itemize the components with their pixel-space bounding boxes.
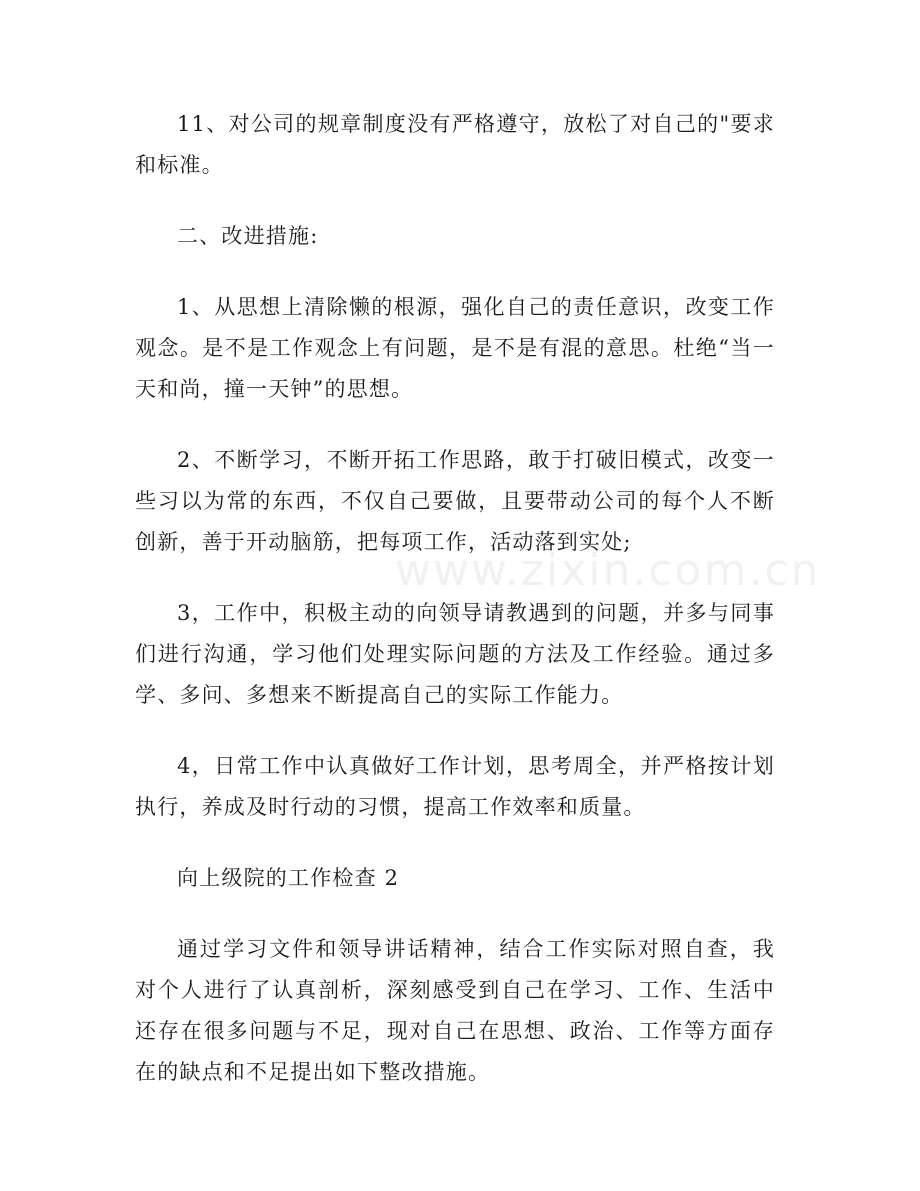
paragraph-measure-3: 3，工作中，积极主动的向领导请教遇到的问题，并多与同事们进行沟通，学习他们处理实际问题的方法及工作经验。通过多学、多问、多想来不断提高自己的实际工作能力。 (135, 601, 775, 707)
section-title-inspection-2: 向上级院的工作检查 2 (177, 866, 400, 890)
paragraph-item-11: 11、对公司的规章制度没有严格遵守，放松了对自己的"要求和标准。 (135, 112, 775, 177)
watermark: www.zixin.com.cn (395, 545, 821, 596)
paragraph-measure-2: 2、不断学习，不断开拓工作思路，敢于打破旧模式，改变一些习以为常的东西，不仅自己要做，且要带动公司的每个人不断创新，善于开动脑筋，把每项工作，活动落到实处; (135, 448, 775, 554)
document-body (135, 104, 775, 1123)
paragraph-measure-1: 1、从思想上清除懒的根源，强化自己的责任意识，改变工作观念。是不是工作观念上有问题，是不是有混的意思。杜绝“当一天和尚，撞一天钟”的思想。 (135, 295, 775, 401)
paragraph-intro: 通过学习文件和领导讲话精神，结合工作实际对照自查，我对个人进行了认真剖析，深刻感受到自己在学习、工作、生活中还存在很多问题与不足，现对自己在思想、政治、工作等方面存在的缺点和不足提出如下整改措施。 (135, 937, 775, 1084)
section-heading-improvement-measures: 二、改进措施: (177, 224, 319, 248)
paragraph-measure-4: 4，日常工作中认真做好工作计划，思考周全，并严格按计划执行，养成及时行动的习惯，提高工作效率和质量。 (135, 754, 775, 819)
